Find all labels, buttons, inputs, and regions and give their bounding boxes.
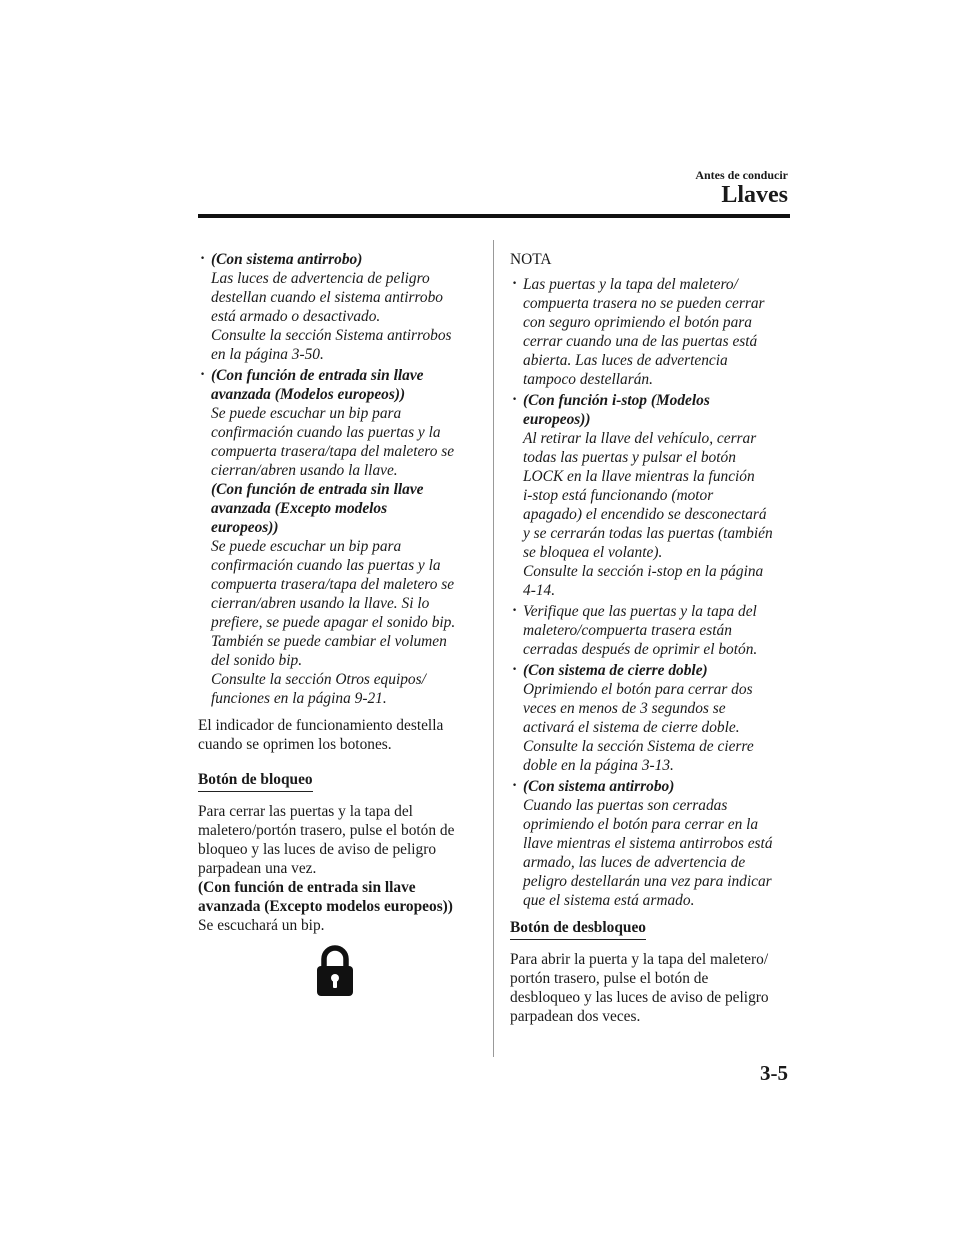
lock-icon xyxy=(315,945,355,997)
column-divider xyxy=(493,240,494,1057)
note-label: NOTA xyxy=(510,251,552,268)
note-doors-open: · Las puertas y la tapa del maletero/ compuerta trasera no se pueden cerrar con seguro oprimiendo el botón para cerrar cuando una de las puertas está abierta. Las luces de advertencia tampoco destellarán. xyxy=(510,275,790,389)
note-antitheft-armed: · (Con sistema antirrobo) Cuando las puertas son cerradas oprimiendo el botón para cerrar en la llave mientras el sistema antirrobos está armado, las luces de advertencia de peligro destellarán una vez para indicar que el sistema está armado. xyxy=(510,777,790,910)
bullet-antitheft: · (Con sistema antirrobo) Las luces de advertencia de peligro destellan cuando el sistema antirrobo está armado o desactivado. Consulte la sección Sistema antirrobos en la página 3-50. xyxy=(198,250,458,364)
left-column xyxy=(198,250,458,997)
paragraph-unlock: Para abrir la puerta y la tapa del maletero/ portón trasero, pulse el botón de desbloqueo y las luces de aviso de peligro parpadean dos veces. xyxy=(510,951,769,1025)
header-rule xyxy=(198,214,790,218)
unlock-button-heading: Botón de desbloqueo xyxy=(510,918,646,940)
paragraph-lock: Para cerrar las puertas y la tapa del maletero/portón trasero, pulse el botón de bloqueo y las luces de aviso de peligro parpadean una vez. (Con función de entrada sin llave avanzada (Excepto modelos europeos)) Se escuchará un bip. xyxy=(198,803,455,934)
paragraph-indicator: El indicador de funcionamiento destella cuando se oprimen los botones. xyxy=(198,717,444,753)
note-verify-closed: · Verifique que las puertas y la tapa del maletero/compuerta trasera están cerradas después de oprimir el botón. xyxy=(510,602,790,659)
note-double-lock: · (Con sistema de cierre doble) Oprimiendo el botón para cerrar dos veces en menos de 3 segundos se activará el sistema de cierre doble. Consulte la sección Sistema de cierre doble en la página 3-13. xyxy=(510,661,790,775)
bullet-keyless-entry: · (Con función de entrada sin llave avanzada (Modelos europeos)) Se puede escuchar un bip para confirmación cuando las puertas y la compuerta trasera/tapa del maletero se cierran/abren usando la llave. (Con función de entrada sin llave avanzada (Excepto modelos europeos)) Se puede escuchar un bip para confirmación cuando las puertas y la compuerta trasera/tapa del maletero se cierran/abren usando la llave. Si lo prefiere, se puede apagar el sonido bip. También se puede cambiar el volumen del sonido bip. Consulte la sección Otros equipos/ funciones en la página 9-21. xyxy=(198,366,458,708)
right-column xyxy=(510,250,790,1036)
lock-button-heading: Botón de bloqueo xyxy=(198,770,313,792)
section-name: Antes de conducir xyxy=(695,168,788,182)
page-number: 3-5 xyxy=(760,1061,788,1085)
page-title: Llaves xyxy=(721,182,788,208)
note-istop: · (Con función i-stop (Modelos europeos)) Al retirar la llave del vehículo, cerrar todas las puertas y pulsar el botón LOCK en la llave mientras la función i-stop está funcionando (motor apagado) el encendido se desconectará y se cerrarán todas las puertas (también se bloquea el volante). Consulte la sección i-stop en la página 4-14. xyxy=(510,391,790,600)
